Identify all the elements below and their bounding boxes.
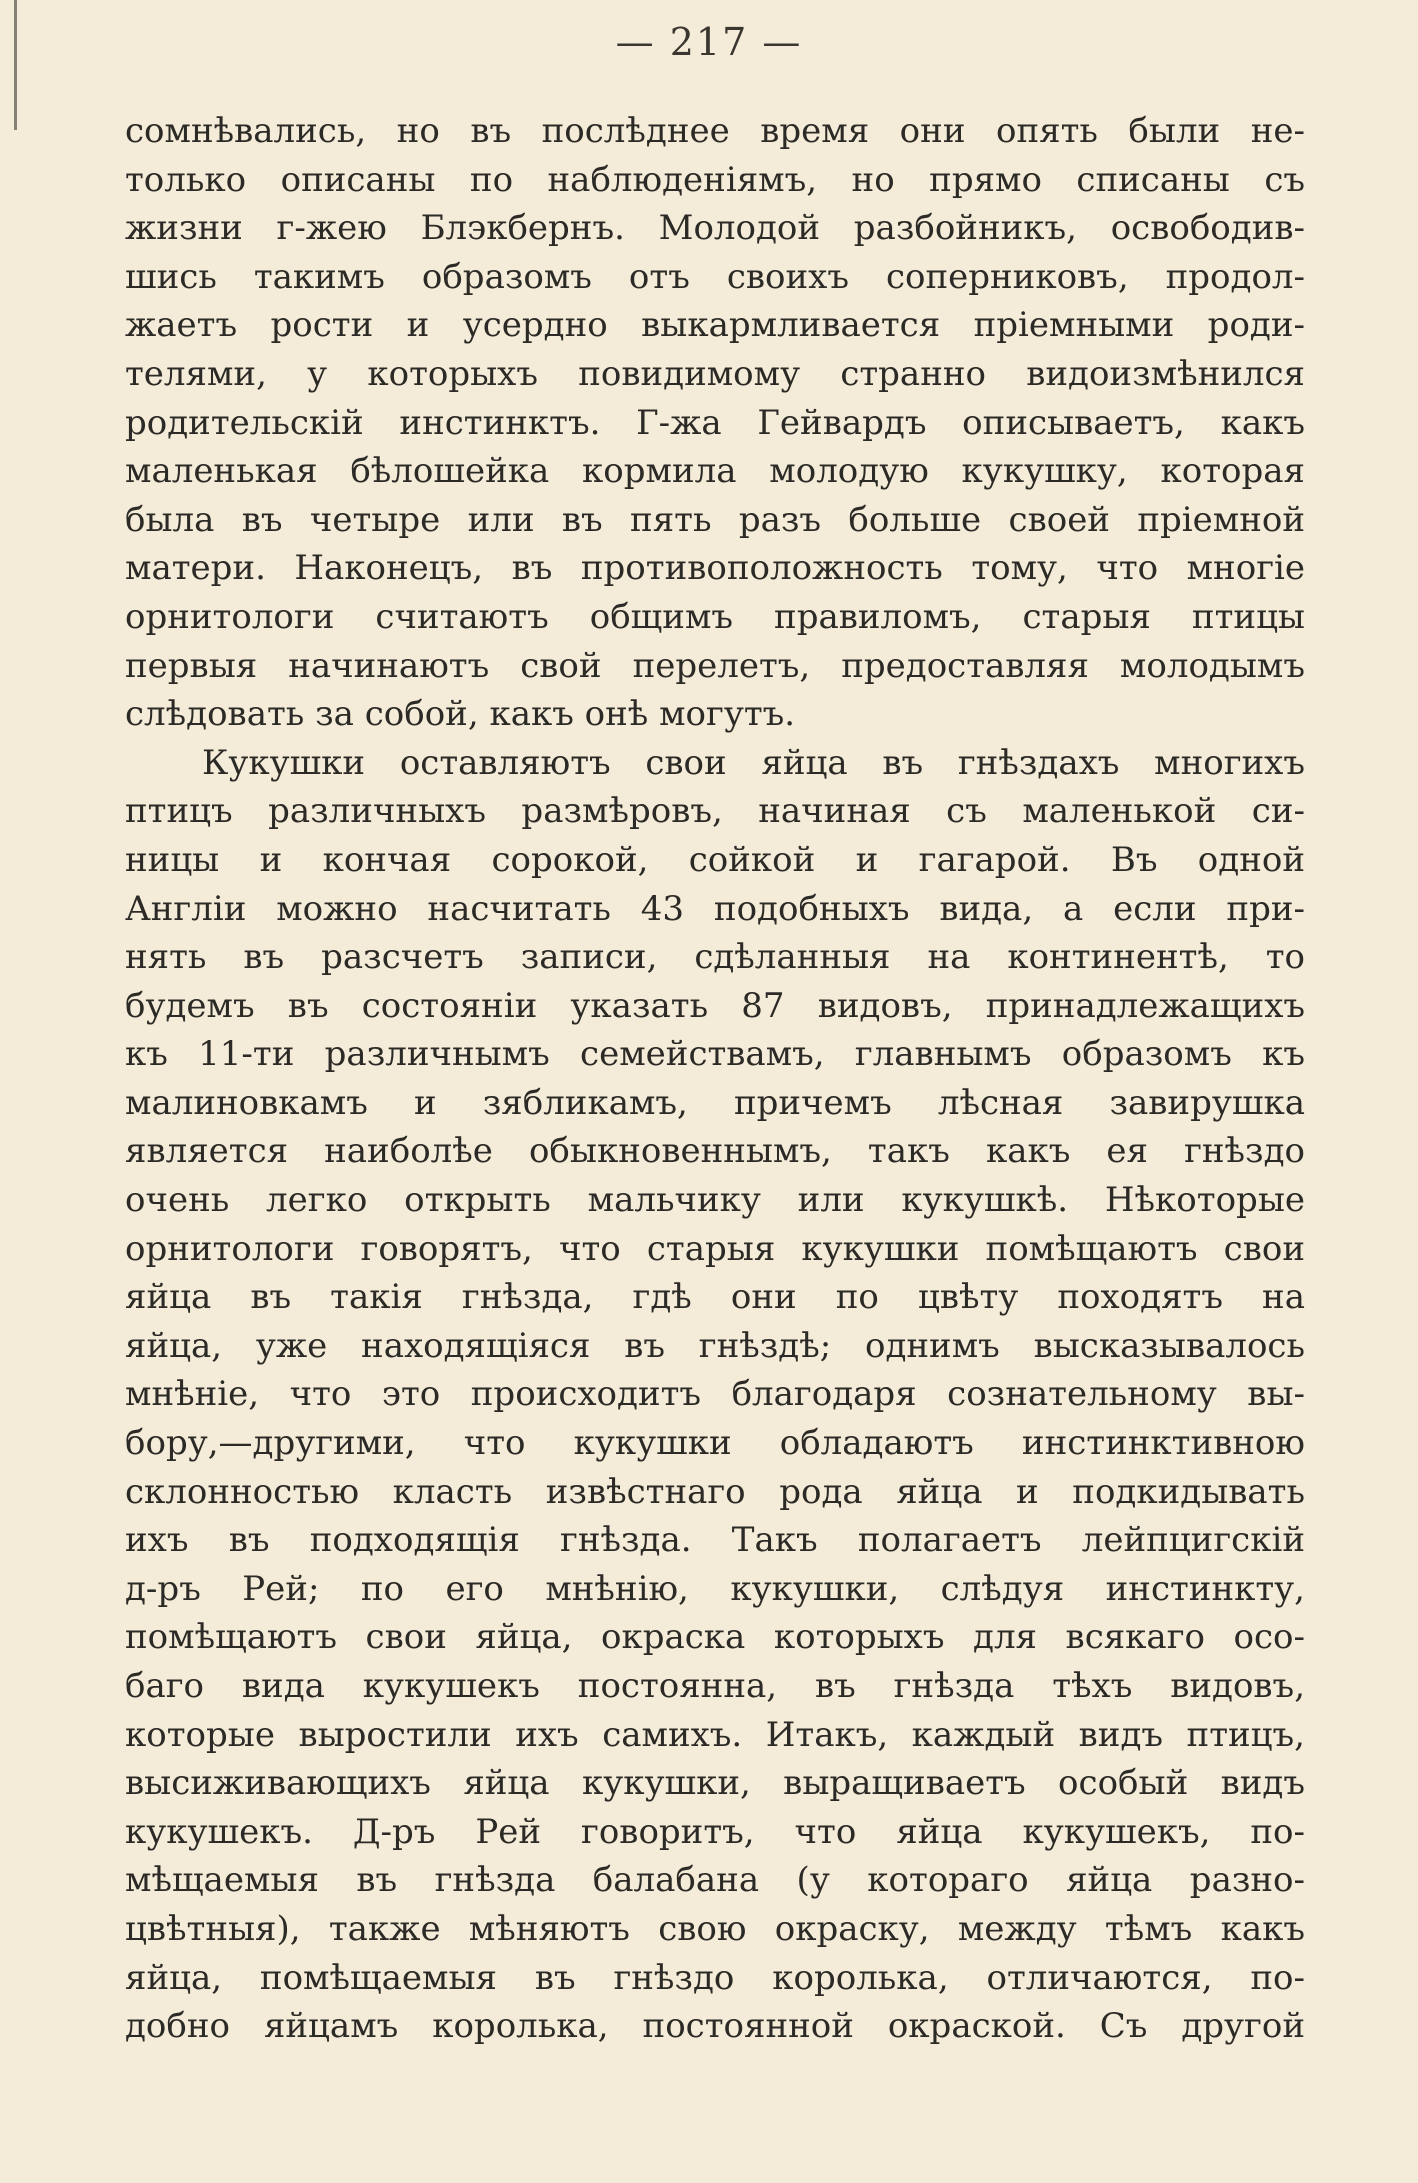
text-line: цвѣтныя), также мѣняютъ свою окраску, между тѣмъ какъ	[125, 1908, 1305, 1949]
text-line: бору,—другими, что кукушки обладаютъ инстинктивною	[125, 1423, 1305, 1464]
text-line: очень легко открыть мальчику или кукушкѣ. Нѣкоторые	[125, 1180, 1305, 1221]
text-line: высиживающихъ яйца кукушки, выращиваетъ особый видъ	[125, 1763, 1305, 1804]
text-line: ихъ въ подходящія гнѣзда. Такъ полагаетъ лейпцигскій	[125, 1520, 1305, 1561]
text-line: мѣщаемыя въ гнѣзда балабана (у котораго яйца разно-	[125, 1860, 1305, 1901]
text-line: сомнѣвались, но въ послѣднее время они опять были не-	[125, 111, 1305, 151]
text-line: ницы и кончая сорокой, сойкой и гагарой. Въ одной	[125, 839, 1305, 880]
text-line: маленькая бѣлошейка кормила молодую кукушку, которая	[125, 451, 1305, 492]
text-line: малиновкамъ и зябликамъ, причемъ лѣсная завирушка	[125, 1082, 1305, 1123]
text-line: орнитологи говорятъ, что старыя кукушки помѣщаютъ свои	[125, 1228, 1305, 1269]
text-line: мнѣніе, что это происходитъ благодаря сознательному вы-	[125, 1374, 1305, 1415]
text-line: первыя начинаютъ свой перелетъ, предоставляя молодымъ	[125, 645, 1305, 686]
text-line: яйца въ такія гнѣзда, гдѣ они по цвѣту походятъ на	[125, 1277, 1305, 1318]
text-line: д-ръ Рей; по его мнѣнію, кукушки, слѣдуя инстинкту,	[125, 1568, 1305, 1609]
text-line: жаетъ рости и усердно выкармливается пріемными роди-	[125, 305, 1305, 346]
text-line: Англіи можно насчитать 43 подобныхъ вида, а если при-	[125, 888, 1305, 929]
text-line: добно яйцамъ королька, постоянной окраской. Съ другой	[125, 2006, 1305, 2047]
text-line: является наиболѣе обыкновеннымъ, такъ какъ ея гнѣздо	[125, 1131, 1305, 1172]
text-line: только описаны по наблюденіямъ, но прямо списаны съ	[125, 159, 1305, 200]
paragraph-end-line: слѣдовать за собой, какъ онѣ могутъ.	[125, 694, 796, 735]
text-line: баго вида кукушекъ постоянна, въ гнѣзда тѣхъ видовъ,	[125, 1666, 1305, 1706]
text-line: жизни г-жею Блэкбернъ. Молодой разбойникъ, освободив-	[125, 208, 1305, 249]
text-line: нять въ разсчетъ записи, сдѣланныя на континентѣ, то	[125, 937, 1305, 978]
text-line: кукушекъ. Д-ръ Рей говоритъ, что яйца кукушекъ, по-	[125, 1811, 1305, 1852]
paragraph-start-line: Кукушки оставляютъ свои яйца въ гнѣздахъ многихъ	[202, 742, 1305, 783]
text-line: шись такимъ образомъ отъ своихъ соперниковъ, продол-	[125, 256, 1305, 297]
text-line: матери. Наконецъ, въ противоположность тому, что многіе	[125, 548, 1305, 589]
text-line: была въ четыре или въ пять разъ больше своей пріемной	[125, 499, 1305, 540]
text-line: будемъ въ состояніи указать 87 видовъ, принадлежащихъ	[125, 985, 1305, 1026]
page-number: — 217 —	[615, 20, 803, 64]
text-line: родительскій инстинктъ. Г-жа Гейвардъ описываетъ, какъ	[125, 402, 1305, 443]
text-line: которые выростили ихъ самихъ. Итакъ, каждый видъ птицъ,	[125, 1714, 1305, 1755]
text-line: яйца, уже находящіяся въ гнѣздѣ; однимъ высказывалось	[125, 1325, 1305, 1366]
text-line: телями, у которыхъ повидимому странно видоизмѣнился	[125, 353, 1305, 394]
text-line: склонностью класть извѣстнаго рода яйца и подкидывать	[125, 1471, 1305, 1512]
text-line: яйца, помѣщаемыя въ гнѣздо королька, отличаются, по-	[125, 1957, 1305, 1998]
text-line: птицъ различныхъ размѣровъ, начиная съ маленькой си-	[125, 791, 1305, 832]
text-line: орнитологи считаютъ общимъ правиломъ, старыя птицы	[125, 596, 1305, 637]
text-line: помѣщаютъ свои яйца, окраска которыхъ для всякаго осо-	[125, 1617, 1305, 1658]
body-text	[125, 107, 1305, 2051]
text-line: къ 11-ти различнымъ семействамъ, главнымъ образомъ къ	[125, 1034, 1305, 1075]
